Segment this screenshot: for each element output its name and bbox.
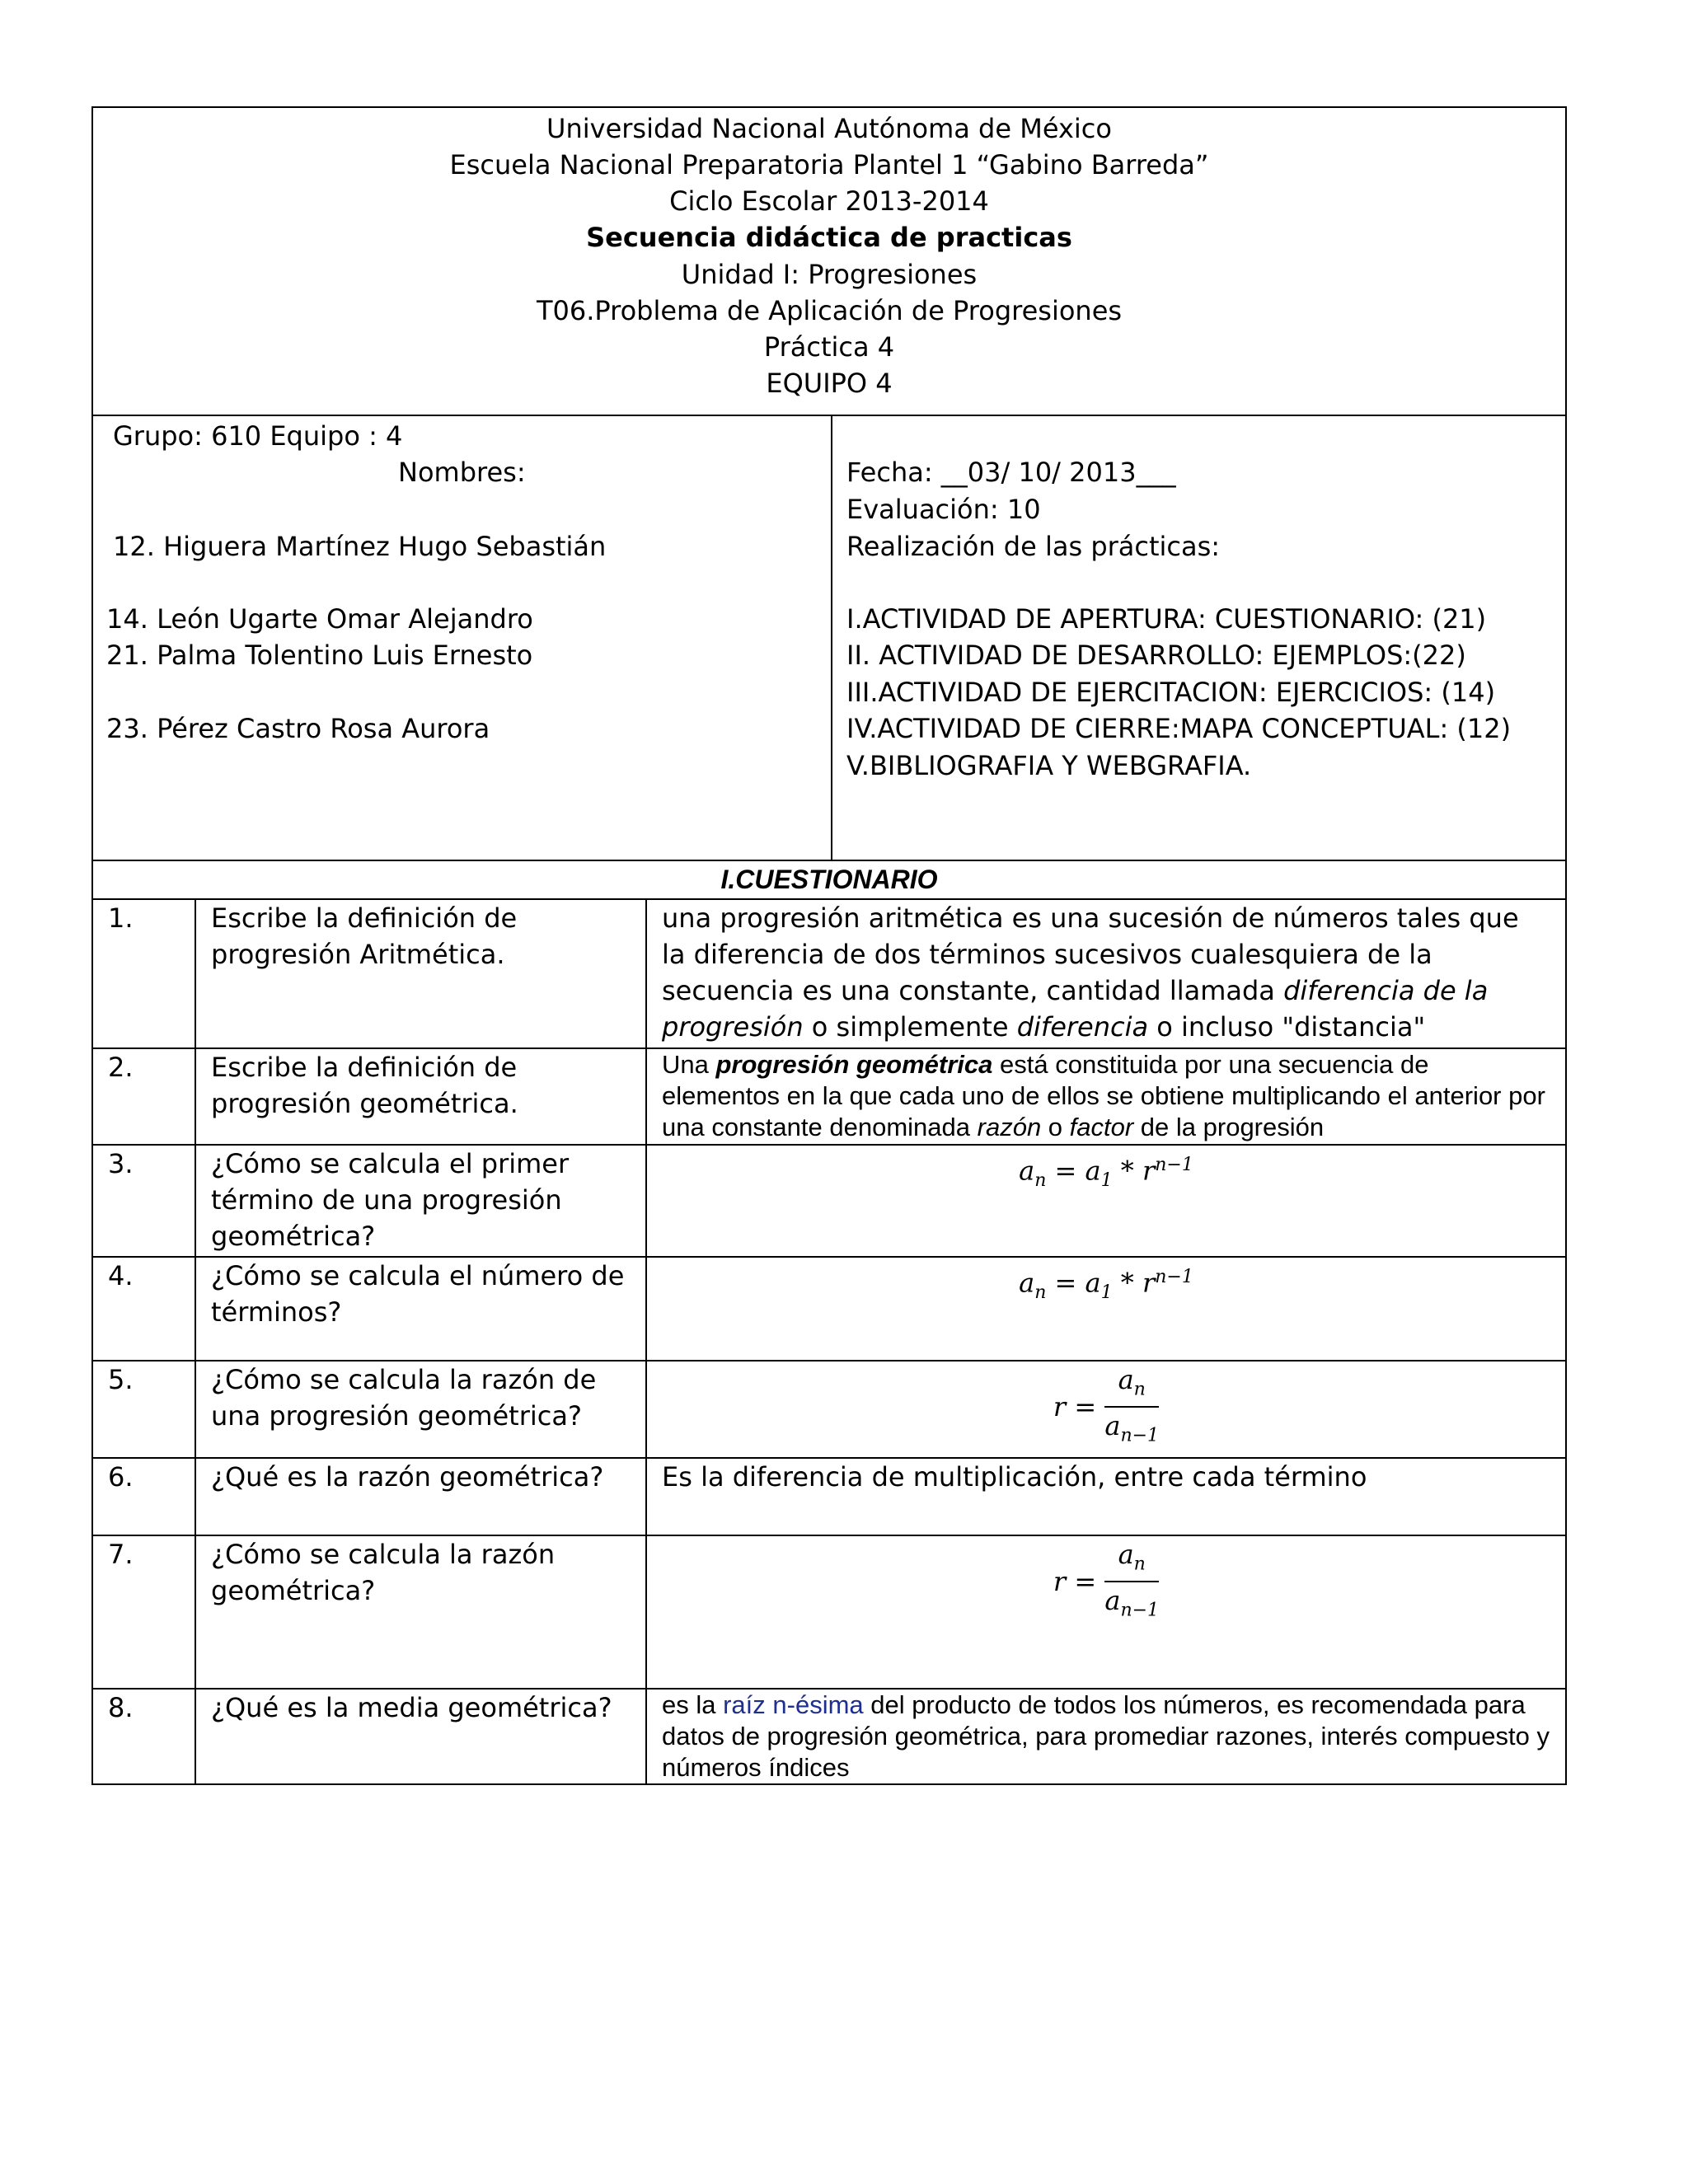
formula-symbol: a [1118,1364,1134,1395]
formula-symbol: * [1120,1155,1134,1187]
question-number: 6. [92,1458,195,1535]
question-cell [195,1048,646,1145]
answer-emphasis: razón [977,1113,1042,1141]
formula-symbol: r [1142,1155,1156,1187]
question-cell [195,1257,646,1361]
formula-symbol: n [1034,1170,1047,1192]
formula-symbol: a [1104,1585,1121,1617]
answer-cell [646,1257,1566,1361]
question-number: 5. [92,1361,195,1458]
formula-symbol: n−1 [1120,1600,1160,1621]
questionnaire-table [91,898,1567,1785]
formula-symbol: n [1034,1282,1047,1304]
answer-cell [646,1535,1566,1689]
table-row [92,899,1566,1048]
formula-symbol: = [1074,1390,1097,1422]
formula-symbol: n [1133,1554,1146,1575]
answer-text-part: o simplemente [803,1011,1017,1043]
question-cell [195,1689,646,1784]
school-cycle: Ciclo Escolar 2013-2014 [669,185,989,217]
school-name: Escuela Nacional Preparatoria Plantel 1 “Gabino Barreda” [449,149,1209,180]
fraction [1104,1363,1159,1455]
question-number: 3. [92,1145,195,1257]
table-row [92,1048,1566,1145]
answer-text-part: o [1041,1113,1070,1141]
answer-text [662,1690,1550,1783]
answer-text-part: del producto de todos los números, es recomendada para datos de progresión geométrica, para promediar razones, interés compuesto y números índices [662,1690,1550,1782]
formula-symbol: 1 [1100,1282,1113,1304]
answer-emphasis: diferencia de la progresión [662,975,1489,1043]
formula-symbol: = [1054,1267,1077,1299]
formula-ratio [662,1536,1550,1629]
answer-cell [646,1458,1566,1535]
formula-symbol: = [1054,1155,1077,1187]
answer-emphasis: diferencia [1016,1011,1149,1043]
section-title: I.CUESTIONARIO [91,860,1567,898]
activity-item: V.BIBLIOGRAFIA Y WEBGRAFIA. [846,750,1252,781]
formula-symbol: n−1 [1155,1155,1193,1175]
university-name: Universidad Nacional Autónoma de México [546,113,1112,144]
formula-symbol: r [1053,1565,1067,1597]
question-cell [195,1535,646,1689]
answer-cell [646,1048,1566,1145]
table-row [92,1361,1566,1458]
question-text: ¿Cómo se calcula el número de términos? [211,1260,625,1328]
question-number: 8. [92,1689,195,1784]
formula-symbol: n−1 [1120,1425,1160,1446]
formula-symbol: a [1085,1267,1101,1299]
formula-nth-term [662,1146,1550,1199]
info-block [91,415,1567,861]
member-item: 23. Pérez Castro Rosa Aurora [106,713,490,744]
root-link[interactable]: raíz n-ésima [723,1690,864,1719]
answer-text [662,1049,1550,1143]
formula-symbol: a [1118,1539,1134,1570]
topic-title: T06.Problema de Aplicación de Progresiones [536,295,1123,326]
question-cell [195,1145,646,1257]
formula-symbol: a [1104,1410,1121,1442]
practice-title: Práctica 4 [763,331,895,363]
team-title: EQUIPO 4 [766,368,893,399]
answer-text-part: una progresión aritmética es una sucesión de números tales que la diferencia de dos términos sucesivos cualesquiera de la secuencia es una constante, cantidad llamada [662,902,1519,1006]
practices-label: Realización de las prácticas: [846,531,1221,562]
table-row [92,1145,1566,1257]
formula-symbol: = [1074,1565,1097,1597]
question-text: ¿Qué es la media geométrica? [211,1692,612,1723]
table-row [92,1257,1566,1361]
formula-symbol: n [1133,1379,1146,1400]
answer-text: Es la diferencia de multiplicación, entre cada término [662,1461,1367,1493]
answer-cell [646,1145,1566,1257]
answer-text-part: Una [662,1050,716,1079]
formula-nth-term [662,1258,1550,1311]
formula-symbol: * [1120,1267,1134,1299]
unit-title: Unidad I: Progresiones [681,259,978,290]
activity-item: III.ACTIVIDAD DE EJERCITACION: EJERCICIOS: (14) [846,677,1496,708]
names-label: Nombres: [398,457,526,488]
member-item: 21. Palma Tolentino Luis Ernesto [106,640,533,671]
answer-cell [646,1689,1566,1784]
group-label: Grupo: 610 Equipo : 4 [113,420,403,452]
question-number: 1. [92,899,195,1048]
answer-emphasis: factor [1069,1113,1134,1141]
answer-text-part: está constituida por una secuencia de elementos en la que cada uno de ellos se obtiene multiplicando el anterior por una constante denominada [662,1050,1545,1141]
question-number: 7. [92,1535,195,1689]
formula-symbol: r [1142,1267,1156,1299]
question-text: ¿Qué es la razón geométrica? [211,1461,604,1493]
formula-symbol: 1 [1100,1170,1113,1192]
answer-cell [646,899,1566,1048]
evaluation-label: Evaluación: 10 [846,494,1041,525]
question-text: ¿Cómo se calcula el primer término de una progresión geométrica? [211,1148,570,1252]
activity-item: I.ACTIVIDAD DE APERTURA: CUESTIONARIO: (21) [846,603,1487,635]
question-cell [195,899,646,1048]
answer-text-part: es la [662,1690,724,1719]
answer-emphasis: progresión geométrica [715,1050,993,1079]
activity-item: II. ACTIVIDAD DE DESARROLLO: EJEMPLOS:(22) [846,640,1466,671]
answer-text-part: o incluso "distancia" [1148,1011,1426,1043]
question-cell [195,1458,646,1535]
answer-text [662,900,1550,1045]
sequence-title: Secuencia didáctica de practicas [586,222,1072,253]
date-label: Fecha: __03/ 10/ 2013___ [846,457,1176,488]
question-text: Escribe la definición de progresión geométrica. [211,1052,518,1119]
fraction [1104,1538,1159,1629]
header-block [91,106,1567,415]
question-cell [195,1361,646,1458]
column-divider [831,416,832,861]
question-number: 2. [92,1048,195,1145]
formula-symbol: n−1 [1155,1267,1193,1287]
formula-symbol: a [1019,1267,1035,1299]
formula-ratio [662,1361,1550,1455]
formula-symbol: a [1085,1155,1101,1187]
member-item: 12. Higuera Martínez Hugo Sebastián [113,531,607,562]
table-row [92,1535,1566,1689]
activity-item: IV.ACTIVIDAD DE CIERRE:MAPA CONCEPTUAL: (12) [846,713,1512,744]
table-row [92,1689,1566,1784]
question-text: Escribe la definición de progresión Aritmética. [211,902,518,970]
question-text: ¿Cómo se calcula la razón geométrica? [211,1539,556,1606]
answer-cell [646,1361,1566,1458]
question-number: 4. [92,1257,195,1361]
table-row [92,1458,1566,1535]
formula-symbol: a [1019,1155,1035,1187]
formula-symbol: r [1053,1390,1067,1422]
answer-text-part: de la progresión [1133,1113,1325,1141]
member-item: 14. León Ugarte Omar Alejandro [106,603,533,635]
question-text: ¿Cómo se calcula la razón de una progresión geométrica? [211,1364,597,1432]
